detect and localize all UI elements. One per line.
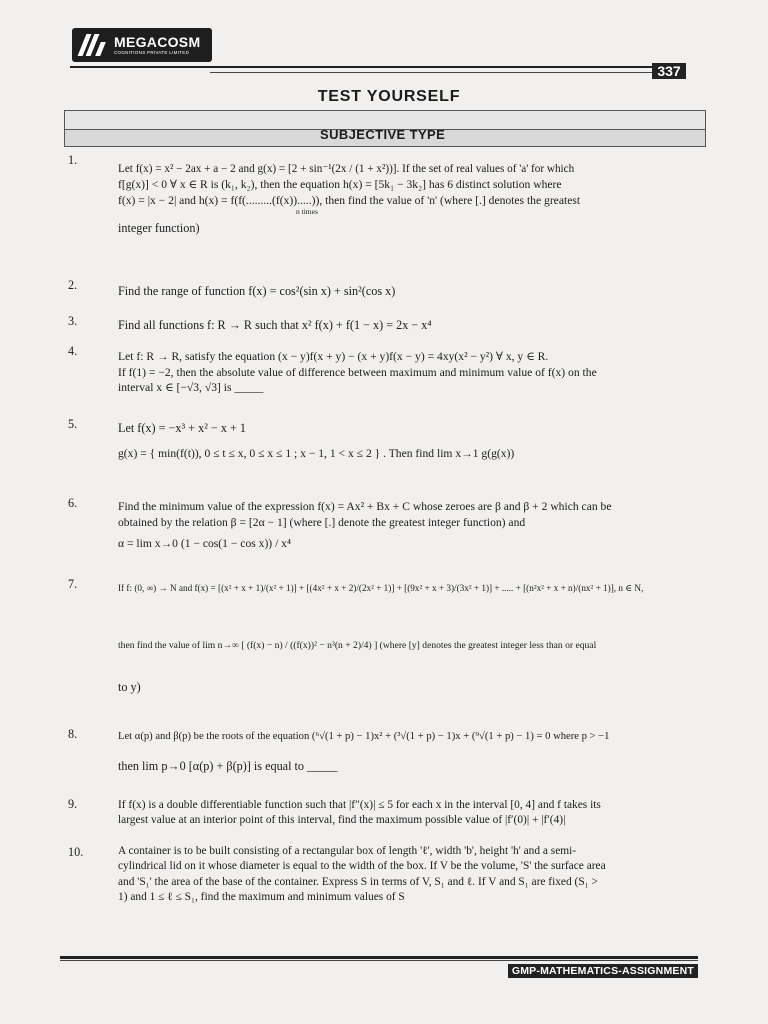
question-line: A container is to be built consisting of a rectangular box of length 'ℓ', width 'b', height 'h' and a semi- [118, 845, 577, 857]
question-number: 9. [68, 797, 78, 811]
question-number: 10. [68, 845, 84, 859]
question-number: 6. [68, 496, 78, 510]
question-number: 3. [68, 314, 78, 328]
question-9 [60, 796, 686, 829]
question-line: Find all functions f: R → R such that x² f(x) + f(1 − x) = 2x − x⁴ [118, 318, 432, 332]
question-line: Let f: R → R, satisfy the equation (x − y)f(x + y) − (x + y)f(x − y) = 4xy(x² − y²) ∀ x, y ∈ R. [118, 350, 549, 363]
question-3 [60, 313, 686, 333]
question-line: largest value at an interior point of this interval, find the maximum possible value of |f′(0)| + |f′(4)| [118, 814, 566, 827]
question-line: cylindrical lid on it whose diameter is equal to the width of the box. If V be the volume, 'S' the surface area [118, 860, 606, 873]
question-line: α = lim x→0 (1 − cos(1 − cos x)) / x⁴ [118, 537, 292, 551]
question-8 [60, 726, 686, 775]
question-line: Find the minimum value of the expression f(x) = Ax² + Bx + C whose zeroes are β and β + 2 which can be [118, 500, 612, 513]
brand-name: MEGACOSM [114, 33, 201, 50]
page-number: 337 [652, 63, 686, 79]
question-number: 7. [68, 577, 78, 591]
question-number: 2. [68, 278, 78, 292]
question-line: f[g(x)] < 0 ∀ x ∈ R is (k₁, k₂), then the equation h(x) = [5k₁ − 3k₂] has 6 distinct solution where [118, 178, 562, 192]
question-note: n times [296, 207, 318, 217]
question-line: obtained by the relation β = [2α − 1] (where [.] denote the greatest integer function) and [118, 515, 526, 529]
question-line: If f(x) is a double differentiable function such that |f″(x)| ≤ 5 for each x in the interval [0, 4] and f takes its [118, 799, 601, 811]
question-line: Find the range of function f(x) = cos²(sin x) + sin²(cos x) [118, 284, 396, 298]
question-line: interval x ∈ [−√3, √3] is _____ [118, 381, 264, 395]
question-number: 5. [68, 417, 78, 431]
question-4 [60, 343, 686, 396]
question-line: integer function) [118, 220, 200, 235]
question-6 [60, 495, 686, 552]
logo-book-icon [78, 32, 108, 58]
question-line: If f(1) = −2, then the absolute value of difference between maximum and minimum value of f(x) on the [118, 365, 597, 379]
question-line: Let f(x) = x² − 2ax + a − 2 and g(x) = [2 + sin⁻¹(2x / (1 + x²))]. If the set of real values of 'a' for which [118, 163, 575, 175]
question-line: g(x) = { min(f(t)), 0 ≤ t ≤ x, 0 ≤ x ≤ 1 ; x − 1, 1 < x ≤ 2 } . Then find lim x→1 g(g(x)) [118, 447, 515, 461]
question-number: 8. [68, 727, 78, 741]
question-10 [60, 844, 686, 906]
question-line: then lim p→0 [α(p) + β(p)] is equal to _____ [118, 759, 338, 774]
section-title: SUBJECTIVE TYPE [320, 127, 446, 142]
question-5 [60, 416, 686, 462]
brand-subtitle: COGNITIONS PRIVATE LIMITED [114, 49, 190, 55]
question-7 [60, 576, 686, 696]
question-line: 1) and 1 ≤ ℓ ≤ S₁, find the maximum and minimum values of S [118, 891, 405, 904]
question-line: to y) [118, 680, 141, 695]
question-line: and 'S₁' the area of the base of the container. Express S in terms of V, S₁ and ℓ. If V and S₁ are fixed (S₁ > [118, 875, 598, 888]
question-line: Let f(x) = −x³ + x² − x + 1 [118, 421, 246, 435]
header-rule [70, 66, 684, 68]
question-line: f(x) = |x − 2| and h(x) = f(f(.........(f(x)).....)), then find the value of 'n' (where [.] denotes the greatest [118, 193, 581, 207]
page-title: TEST YOURSELF [317, 88, 461, 105]
question-line: then find the value of lim n→∞ [ (f(x) − n) / ((f(x))² − n³(n + 2)/4) ] (where [y] denotes the greatest integer less than or equal [118, 640, 597, 652]
footer-tag: GMP-MATHEMATICS-ASSIGNMENT [508, 964, 698, 978]
header-rule-thin [210, 72, 684, 73]
question-2 [60, 277, 686, 299]
question-1 [60, 152, 686, 236]
publisher-logo [72, 28, 212, 62]
footer-rule [60, 956, 698, 959]
question-line: Let α(p) and β(p) be the roots of the equation (⁶√(1 + p) − 1)x² + (³√(1 + p) − 1)x + (⁹√(1 + p) − 1) = 0 where p > −1 [118, 731, 610, 742]
question-line: If f: (0, ∞) → N and f(x) = [(x² + x + 1)/(x² + 1)] + [(4x² + x + 2)/(2x² + 1)] + [(9x² + x + 3)/(3x² + 1)] + ..... + [(n²x² + x + n)/(nx² + 1)], n ∈ N, [118, 583, 644, 593]
footer-rule-thin [60, 960, 698, 961]
question-number: 1. [68, 153, 78, 167]
question-number: 4. [68, 344, 78, 358]
